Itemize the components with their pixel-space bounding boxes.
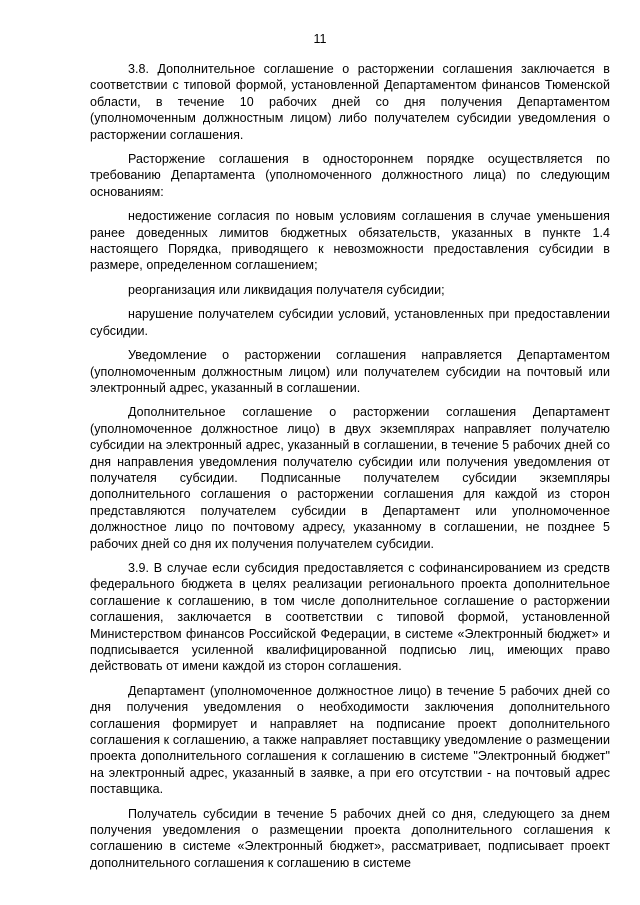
paragraph-department-draft: Департамент (уполномоченное должностное лицо) в течение 5 рабочих дней со дня получения уведомления о необходимости заключения дополнительного соглашения формирует и направляет на подписание проект дополнительного соглашения к соглашению, а также направляет поставщику уведомление о размещении проекта дополнительного соглашения к соглашению в системе "Электронный бюджет" на электронный адрес, указанный в заявке, а при его отсутствии - на почтовый адрес поставщика. bbox=[90, 683, 610, 797]
page-number: 11 bbox=[313, 32, 327, 46]
paragraph-ground-violation: нарушение получателем субсидии условий, установленных при предоставлении субсидии. bbox=[90, 307, 610, 338]
paragraph-recipient-signing: Получатель субсидии в течение 5 рабочих дней со дня, следующего за днем получения уведомления о размещении проекта дополнительного соглашения к соглашению в системе «Электронный бюджет», рассматривает, подписывает проект дополнительного соглашения к соглашению в системе bbox=[90, 806, 610, 870]
paragraph-termination-grounds: Расторжение соглашения в одностороннем порядке осуществляется по требованию Департамента (уполномоченного должностного лица) по следующим основаниям: bbox=[90, 152, 610, 199]
paragraph-3-8: 3.8. Дополнительное соглашение о расторжении соглашения заключается в соответствии с типовой формой, установленной Департаментом финансов Тюменской области, в течение 10 рабочих дней со дня получения Департаментом (уполномоченным должностным лицом) либо получателем субсидии уведомления о расторжении соглашения. bbox=[90, 62, 610, 142]
paragraph-notification: Уведомление о расторжении соглашения направляется Департаментом (уполномоченным должностным лицом) или получателем субсидии на почтовый или электронный адрес, указанный в соглашении. bbox=[90, 348, 610, 395]
paragraph-ground-limits: недостижение согласия по новым условиям соглашения в случае уменьшения ранее доведенных лимитов бюджетных обязательств, указанных в пункте 1.4 настоящего Порядка, приводящего к невозможности предоставления субсидии в размере, определенном соглашением; bbox=[90, 209, 610, 273]
paragraph-additional-agreement: Дополнительное соглашение о расторжении соглашения Департамент (уполномоченное должностное лицо) в двух экземплярах направляет получателю субсидии на электронный адрес, указанный в соглашении, в течение 5 рабочих дней со дня направления уведомления получателю субсидии или получения уведомления от получателя субсидии. Подписанные получателем субсидии экземпляры дополнительного соглашения о расторжении соглашения для каждой из сторон представляются получателем субсидии в Департамент или уполномоченное должностное лицо по почтовому адресу, указанному в соглашении, не позднее 5 рабочих дней со дня их получения получателем субсидии. bbox=[90, 405, 610, 551]
document-body bbox=[90, 61, 610, 879]
paragraph-ground-reorganization: реорганизация или ликвидация получателя субсидии; bbox=[128, 282, 445, 297]
paragraph-3-9: 3.9. В случае если субсидия предоставляется с софинансированием из средств федерального бюджета в целях реализации регионального проекта дополнительное соглашение к соглашению, в том числе дополнительное соглашение о расторжении соглашения, заключается в соответствии с типовой формой, установленной Министерством финансов Российской Федерации, в системе «Электронный бюджет» и подписывается усиленной квалифицированной подписью лиц, имеющих право действовать от имени каждой из сторон соглашения. bbox=[90, 560, 610, 674]
